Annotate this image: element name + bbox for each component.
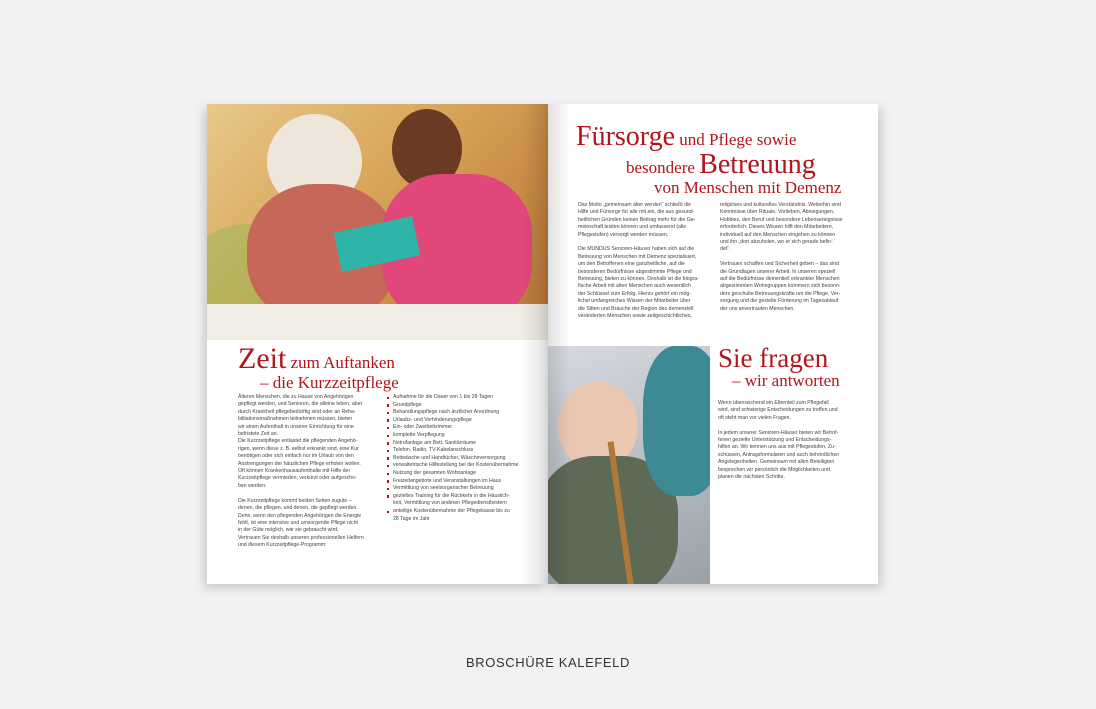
brochure-left-page	[207, 104, 548, 584]
list-item: Nutzung der gesamten Wohnanlage	[387, 470, 537, 478]
list-item: Behandlungspflege nach ärztlicher Anordnung	[387, 409, 537, 417]
heading-word-zeit: Zeit	[238, 342, 287, 375]
heading-demenz: von Menschen mit Demenz	[654, 178, 842, 197]
heading-wir-antworten: – wir antworten	[732, 371, 840, 390]
right-heading-2	[718, 345, 840, 390]
heading-und-pflege: und Pflege sowie	[675, 130, 797, 149]
left-heading	[238, 344, 399, 392]
brochure-right-page	[548, 104, 878, 584]
list-item: Ein- oder Zweibettzimmer	[387, 424, 537, 432]
list-item: gezieltes Training für die Rückkehr in die Häuslich- keit, Vermittlung von anderen Pflegedienstleistern	[387, 493, 537, 508]
photo-nurse-with-senior	[548, 346, 710, 584]
heading-word-betreuung: Betreuung	[699, 149, 816, 180]
service-list	[387, 394, 537, 523]
photo-table	[207, 304, 548, 340]
heading-kurzzeitpflege: – die Kurzzeitpflege	[260, 373, 399, 392]
list-item: komplette Verpflegung	[387, 432, 537, 440]
photo-nurse-uniform	[643, 346, 710, 496]
right-body-col2: religiöses und kulturelles Verständnis. Weiterhin sind Kenntnisse über Rituale, Vorlieben, Abneigungen, Hobbies, den Beruf und besondere Lebensereignisse erforderlich. Dieses Wissen hilft den Mitarbeitern, individuell auf den Menschen eingehen zu können und ihn „dort abzuholen, wo er sich gerade befin- det“. Vertrauen schaffen und Sicherheit geben – das sind die Grundlagen unserer Arbeit. In unseren speziell auf die Bedürfnisse dementiell erkrankter Menschen abgestimmten Wohngruppen kümmern sich besonn- ders geschulte Betreuungskräfte um die Pflege, Ver- sorgung und die gezielte Förderung im Tagesablauf der uns anvertrauten Menschen.	[720, 202, 843, 312]
list-item: Notrufanlage am Bett, Sanitärräume	[387, 440, 537, 448]
brochure-caption: BROSCHÜRE KALEFELD	[466, 655, 630, 670]
heading-word-fuersorge: Fürsorge	[576, 121, 676, 152]
list-item: Urlaubs- und Verhinderungspflege	[387, 417, 537, 425]
right-body-col3: Wenn überraschend ein Elternteil zum Pflegefall wird, sind schwierige Entscheidungen zu treffen und oft steht man vor vielen Fragen. In jedem unserer Senioren-Häuser bieten wir Betrof- fenen gezielte Unterstützung und Entscheidungs- hilfen an. Wir kennen uns aus mit Pflegestufen, Zu- schüssen, Antragsformularen und auch behördlichen Angelegenheiten. Gemeinsam mit allen Beteiligten besprechen wir persönlich die Möglichkeiten und planen die nächsten Schritte.	[718, 400, 840, 481]
list-item: anteilige Kostenübernahme der Pflegekasse bis zu 28 Tage im Jahr	[387, 508, 537, 523]
list-item: Freizeitangebote und Veranstaltungen im Haus	[387, 478, 537, 486]
heading-sie-fragen: Sie fragen	[718, 343, 829, 373]
list-item: verwaltetrische Hilfestellung bei der Kostenübernahme	[387, 462, 537, 470]
heading-zum-auftanken: zum Auftanken	[286, 353, 395, 372]
right-body-col1: Das Motto „gemeinsam älter werden“ schließt die Hilfe und Fürsorge für alle mit ein, die aus gesund- heitlichen Gründen keinen Beitrag mehr für die Ge- meinschaft leisten können und umfassend (alle Pflegestufen) versorgt werden müssen. Die MUNDUS Senioren-Häuser haben sich auf die Betreuung von Menschen mit Demenz spezialisiert, um den Betroffenen eine ganzheitliche, auf die besonderen Bedürfnisse abgestimmte Pflege und Betreuung, bieten zu können. Deshalb ist die biogra- fische Arbeit mit alten Menschen auch wesentlich der Schlüssel zum Erfolg. Hierzu gehört ein mög- lichst umfangreiches Wissen der Mitarbeiter über die Sitten und Bräuche der Region des demenziell veränderten Menschen sowie zeitgeschichtliches,	[578, 202, 699, 320]
list-item: Vermittlung von seelsorgerischer Betreuung	[387, 485, 537, 493]
list-item: Grundpflege	[387, 402, 537, 410]
list-item: Bettwäsche und Handtücher, Wäscheversorgung	[387, 455, 537, 463]
heading-besondere: besondere	[626, 158, 700, 177]
left-body-text: Älteren Menschen, die zu Hause von Angehörigen gepflegt werden, und Senioren, die alleine leben, aber durch Krankheit pflegebedürftig sind oder an Reha- bilitationsmaßnahmen teilnehmen müssen, bieten wir einen Aufenthalt in unserer Einrichtung für eine befristete Zeit an. Die Kurzzeitpflege entlastet die pflegenden Angehö- rigen, wenn diese z. B. selbst erkrankt sind, eine Kur benötigen oder sich einfach nur im Urlaub von den Anstrengungen der häuslichen Pflege erholen wollen. Oft können Krankenhausaufenthalte mit Hilfe der Kurzzeitpflege vermieden, verkürzt oder aufgescho- ben werden. Die Kurzzeitpflege kommt beiden Seiten zugute – denen, die pflegen, und denen, die gepflegt werden. Denn, wenn den pflegenden Angehörigen die Energie fehlt, ist eine intensive und umsorgende Pflege nicht in der Güte möglich, wie sie gebraucht wird. Vertrauen Sie deshalb unseren professionellen Helfern und diesem Kurzzeitpflege-Programm:	[238, 394, 364, 549]
right-heading	[576, 123, 866, 197]
photo-caregiver-with-senior	[207, 104, 548, 340]
list-item: Telefon, Radio, TV-Kabelanschluss	[387, 447, 537, 455]
list-item: Aufnahme für die Dauer von 1 bis 28 Tagen	[387, 394, 537, 402]
